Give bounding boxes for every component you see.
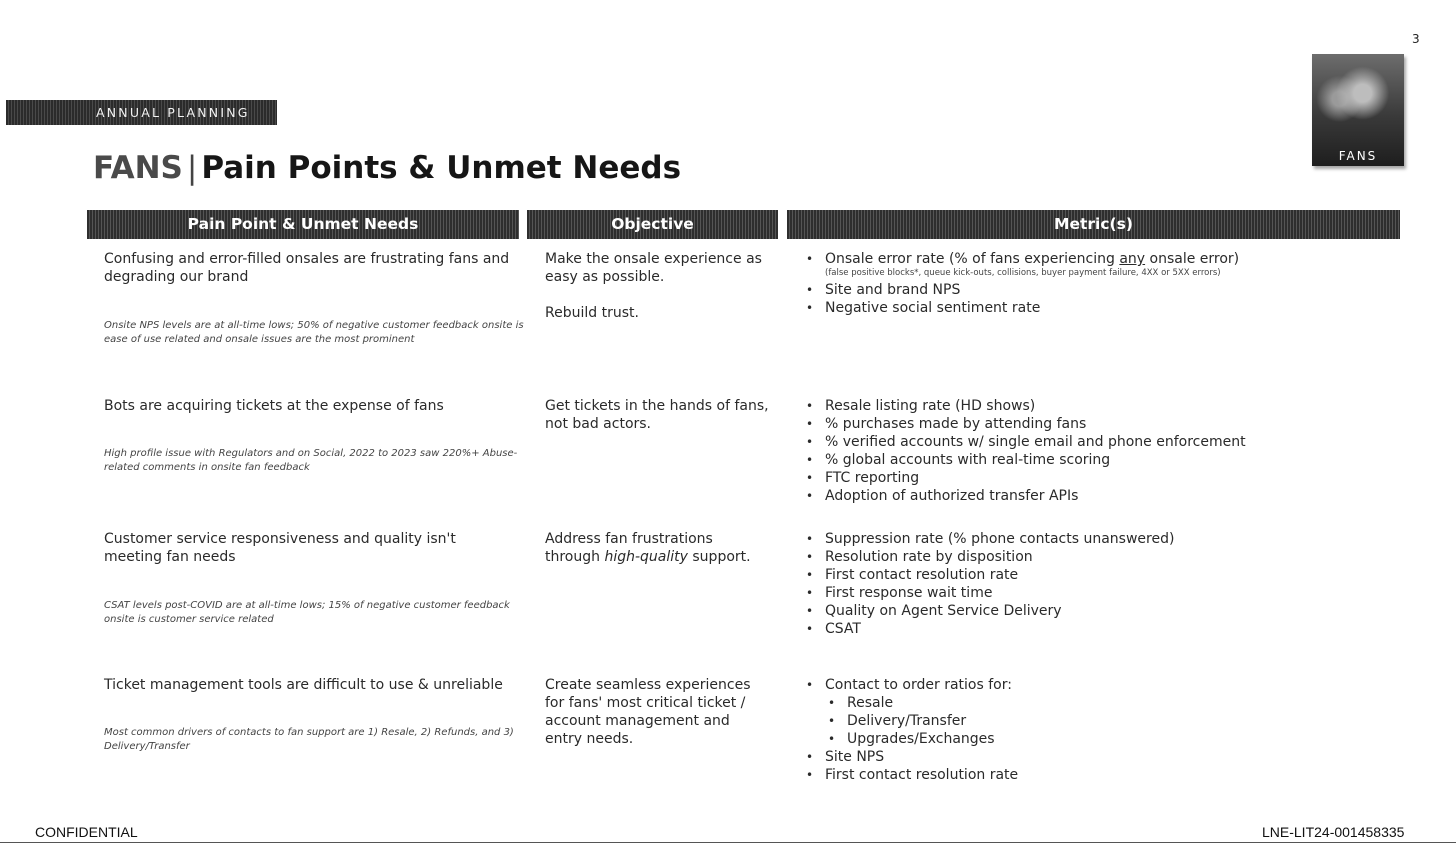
metric-sublist-container xyxy=(806,694,1406,748)
metric-item: • Quality on Agent Service Delivery xyxy=(806,602,1406,620)
objective-emphasis: high-quality xyxy=(604,549,688,565)
pain-point-text: Confusing and error-filled onsales are frustrating fans and degrading our brand xyxy=(104,251,510,285)
metric-item: • FTC reporting xyxy=(806,469,1406,487)
footer-doc-id: LNE-LIT24-001458335 xyxy=(1262,824,1405,840)
metrics-sublist xyxy=(806,694,1406,748)
metric-item: • Suppression rate (% phone contacts unanswered) xyxy=(806,530,1406,548)
metric-subitem: • Delivery/Transfer xyxy=(806,712,1406,730)
title-separator: | xyxy=(186,150,198,186)
page-number: 3 xyxy=(1412,32,1420,46)
metrics-list xyxy=(806,250,1406,317)
metrics-list xyxy=(806,397,1406,505)
pain-point-note: Onsite NPS levels are at all-time lows; 50% of negative customer feedback onsite is ease of use related and onsale issues are the most prominent xyxy=(104,320,524,345)
pain-point-note: High profile issue with Regulators and on Social, 2022 to 2023 saw 220%+ Abuse-related comments in onsite fan feedback xyxy=(104,448,518,473)
metric-item: • Resolution rate by disposition xyxy=(806,548,1406,566)
metrics-cell xyxy=(806,676,1406,784)
objective-text xyxy=(545,530,770,566)
metric-subitem: • Resale xyxy=(806,694,1406,712)
metric-item: • Resale listing rate (HD shows) xyxy=(806,397,1406,415)
metric-item: • Negative social sentiment rate xyxy=(806,299,1406,317)
metric-text: Onsale error rate (% of fans experiencing xyxy=(825,251,1120,267)
column-header-metrics: Metric(s) xyxy=(787,210,1400,239)
pain-point-note: CSAT levels post-COVID are at all-time lows; 15% of negative customer feedback onsite is customer service related xyxy=(104,600,510,625)
column-header-objective: Objective xyxy=(527,210,778,239)
metric-item: • First contact resolution rate xyxy=(806,566,1406,584)
metric-item: • Contact to order ratios for: xyxy=(806,676,1406,694)
footer-confidential: CONFIDENTIAL xyxy=(35,824,138,840)
objective-text: Make the onsale experience as easy as possible. xyxy=(545,251,762,285)
footer-divider xyxy=(0,842,1456,843)
metric-item: • First response wait time xyxy=(806,584,1406,602)
pain-point-cell xyxy=(104,530,514,625)
title-part2: Pain Points & Unmet Needs xyxy=(201,150,682,186)
thumbnail-label: FANS xyxy=(1338,149,1378,163)
fans-thumbnail-image xyxy=(1312,54,1404,166)
metric-subitem: • Upgrades/Exchanges xyxy=(806,730,1406,748)
section-tag: ANNUAL PLANNING xyxy=(6,100,277,125)
metrics-cell xyxy=(806,397,1406,505)
objective-cell xyxy=(545,676,770,748)
metric-detail: (false positive blocks*, queue kick-outs, collisions, buyer payment failure, 4XX or 5XX errors) xyxy=(825,268,1221,278)
title-part1: FANS xyxy=(93,150,183,186)
metric-item: • % purchases made by attending fans xyxy=(806,415,1406,433)
objective-text: Get tickets in the hands of fans, not bad actors. xyxy=(545,398,769,432)
page-title xyxy=(93,150,681,186)
pain-point-cell xyxy=(104,250,524,345)
objective-text: Rebuild trust. xyxy=(545,305,639,321)
pain-point-text: Bots are acquiring tickets at the expense of fans xyxy=(104,398,444,414)
metric-item: • First contact resolution rate xyxy=(806,766,1406,784)
pain-point-cell xyxy=(104,676,514,752)
pain-point-text: Customer service responsiveness and quality isn't meeting fan needs xyxy=(104,531,456,565)
objective-cell xyxy=(545,397,770,433)
objective-text-part: Address fan frustrations through xyxy=(545,531,713,565)
objective-text-part: support. xyxy=(687,549,751,565)
objective-text: Create seamless experiences for fans' most critical ticket / account management and entry needs. xyxy=(545,677,751,747)
metric-item: • % verified accounts w/ single email and phone enforcement xyxy=(806,433,1406,451)
metric-text: onsale error) xyxy=(1145,251,1240,267)
objective-cell xyxy=(545,250,770,322)
metric-item: • Site NPS xyxy=(806,748,1406,766)
pain-point-text: Ticket management tools are difficult to use & unreliable xyxy=(104,677,503,693)
metrics-list xyxy=(806,676,1406,784)
column-header-pain-points: Pain Point & Unmet Needs xyxy=(87,210,519,239)
metric-emphasis: any xyxy=(1119,251,1146,267)
metric-item: • CSAT xyxy=(806,620,1406,638)
metric-item: • % global accounts with real-time scoring xyxy=(806,451,1406,469)
metric-item: • Site and brand NPS xyxy=(806,281,1406,299)
metric-item xyxy=(806,250,1406,279)
metrics-cell xyxy=(806,530,1406,638)
pain-point-note: Most common drivers of contacts to fan support are 1) Resale, 2) Refunds, and 3) Delivery/Transfer xyxy=(104,727,514,752)
metrics-list xyxy=(806,530,1406,638)
objective-cell xyxy=(545,530,770,566)
pain-point-cell xyxy=(104,397,518,473)
metric-item: • Adoption of authorized transfer APIs xyxy=(806,487,1406,505)
metrics-cell xyxy=(806,250,1406,317)
